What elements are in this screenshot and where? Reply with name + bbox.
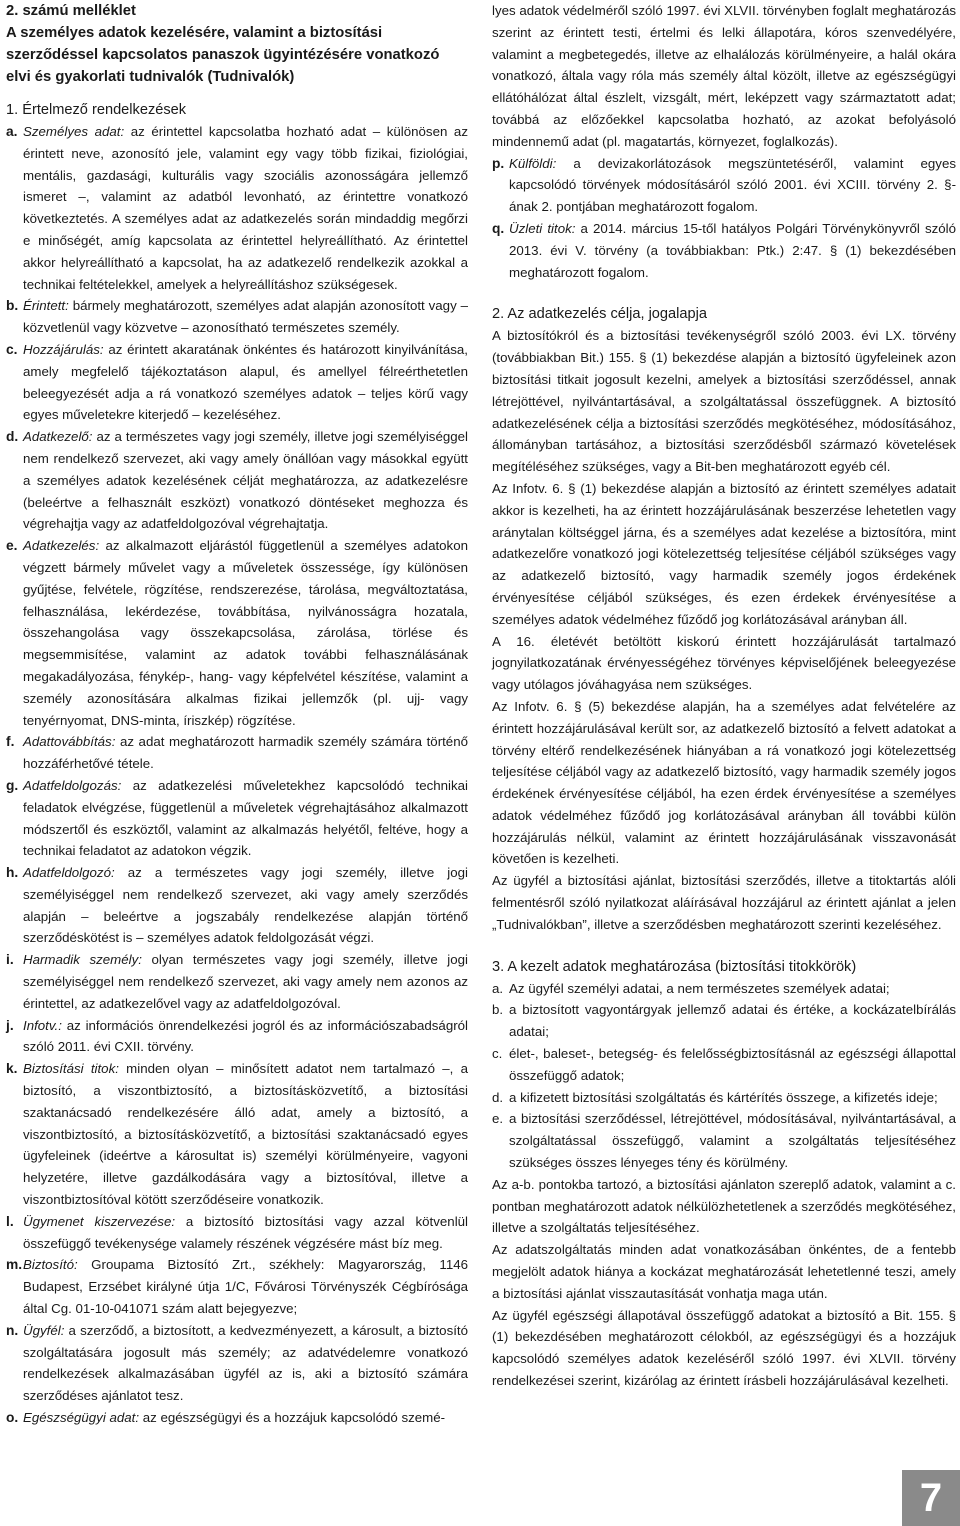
- section3-item: [492, 1043, 956, 1087]
- section3-body: [492, 1174, 956, 1392]
- definition-item: [6, 1254, 468, 1319]
- definition-text: bármely meghatározott, személyes adat alapján azonosított vagy – közvetlenül vagy közvetve – azonosítható természetes személy.: [23, 298, 468, 336]
- definition-label: b.: [6, 298, 19, 314]
- section3-paragraph: Az ügyfél egészségi állapotával összefüggő adatokat a biztosító a Bit. 155. § (1) bekezdésében meghatározott célokból, az egészségügyi és a hozzájuk kapcsolódó személyes adatok kezeléséről szóló 1997. évi XLVII. törvény rendelkezései szerint, kizárólag az érintett írásbeli hozzájárulásával kezelheti.: [492, 1307, 956, 1389]
- definition-o-continuation: [492, 0, 956, 153]
- section3-title: 3. A kezelt adatok meghatározása (biztosítási titokkörök): [492, 958, 857, 975]
- definition-item: [6, 775, 468, 862]
- section2-body: [492, 325, 956, 935]
- definition-item: [6, 121, 468, 295]
- definition-text: minden olyan – minősített adatot nem tartalmazó –, a biztosító, a viszontbiztosító, a biztosításközvetítő, a biztosítási szaktanácsadó rendelkezésére álló adat, amely a biztosító, a viszontbiztosító, a biztosításközvetítő, a biztosítási szaktanácsadó egyes ügyfeleinek (ideértve a károsultat is) személyi körülményeire, vagyoni helyzetére, illetve gazdálkodására vagy a biztosítóval, illetve a viszontbiztosítóval kötött szerződéseire vonatkozik.: [23, 1061, 468, 1208]
- definition-text: az adatkezelési műveletekhez kapcsolódó technikai feladatok elvégzése, függetlenül a műveletek végrehajtásához alkalmazott módszertől és eszköztől, valamint az alkalmazás helyétől, feltéve, hogy a technikai feladatot az adatokon végzik.: [23, 777, 468, 859]
- definition-item: [6, 949, 468, 1014]
- section3-paragraph: Az adatszolgáltatás minden adat vonatkozásában önkéntes, de a fentebb megjelölt adatok hiánya a kockázat meghatározását lehetetlenné teszi, amely a biztosítási ajánlat visszautasítását vonhatja maga után.: [492, 1242, 956, 1301]
- definition-text: az információs önrendelkezési jogról és az információszabadságról szóló 2011. évi CXII. törvény.: [23, 1017, 468, 1055]
- section3-item-label: c.: [492, 1046, 503, 1062]
- definition-item: [6, 1320, 468, 1407]
- definition-label: k.: [6, 1061, 18, 1077]
- definition-label: n.: [6, 1322, 19, 1338]
- section3-item: [492, 978, 956, 1000]
- section2-title: 2. Az adatkezelés célja, jogalapja: [492, 306, 707, 323]
- definition-text: Groupama Biztosító Zrt., székhely: Magyarország, 1146 Budapest, Erzsébet királyné útja 1/C, Fővárosi Törvényszék Cégbírósága által Cg. 01-10-041071 szám alatt bejegyezve;: [23, 1257, 468, 1317]
- definition-label: g.: [6, 777, 19, 793]
- section2-paragraph: Az Infotv. 6. § (1) bekezdése alapján a biztosító az érintett személyes adatait akkor is kezelheti, ha az érintett hozzájárulásának beszerzése lehetetlen vagy aránytalan költséggel járna, és a személyes adat kezelése a biztosítóra, mint adatkezelőre vonatkozó jogi kötelezettség teljesítése céljából szükséges vagy az adatkezelő biztosító, vagy harmadik személy jogos érdekének érvényesítése céljából szükséges, és ezen érdekek érvényesítése a személyes adatok védelméhez fűződő jog korlátozásával arányban áll.: [492, 480, 956, 627]
- definition-label: o.: [6, 1410, 19, 1426]
- definition-label: h.: [6, 865, 19, 881]
- definition-term: Hozzájárulás:: [23, 341, 104, 357]
- definition-text: olyan természetes vagy jogi személy, illetve jogi személyiséggel nem rendelkező szervezet, aki vagy amely nem azonos az érintettel, az adatkezelővel vagy az adatfeldolgozóval.: [23, 952, 468, 1011]
- definition-term: Adatfeldolgozó:: [23, 865, 115, 881]
- definition-term: Személyes adat:: [23, 124, 125, 139]
- definition-term: Ügymenet kiszervezése:: [23, 1213, 176, 1229]
- definition-item: [492, 153, 956, 218]
- page-number-box: [902, 1470, 960, 1526]
- definition-item: [6, 1015, 468, 1059]
- definition-o-continued-text: lyes adatok védelméről szóló 1997. évi XLVII. törvényben foglalt meghatározás szerint az érintett testi, értelmi és lelki állapotára, kóros szenvedélyére, valamint a megbetegedés, illetve az elhalálozás körülményeire, a halál okára vonatkozó, általa vagy róla más személy által közölt, illetve az egészségügyi ellátóhálózat által észlelt, vizsgált, mért, leképzett vagy származtatott adat; továbbá az előzőekkel kapcsolatba hozható, az azokat befolyásoló mindennemű adat (pl. magatartás, környezet, foglalkozás).: [492, 3, 956, 149]
- definition-text: a devizakorlátozások megszüntetéséről, valamint egyes kapcsolódó törvények módosításáról szóló 2001. évi XCIII. törvény 2. §-ának 2. pontjában meghatározott fogalom.: [509, 155, 956, 215]
- definition-text: az a természetes vagy jogi személy, illetve jogi személyiséggel nem rendelkező szervezet, aki vagy amely szerződés alapján – beleértve a jogszabály rendelkezése alapján történő szerződéskötést is – személyes adatok feldolgozását végzi.: [23, 865, 468, 946]
- definition-term: Adatfeldolgozás:: [23, 777, 122, 793]
- section3-item: [492, 1108, 956, 1173]
- definition-text: az adat meghatározott harmadik személy számára történő hozzáférhetővé tétele.: [23, 734, 468, 772]
- section3-item-text: élet-, baleset-, betegség- és felelősségbiztosításnál az egészségi állapottal összefüggő adatok;: [509, 1046, 956, 1083]
- section3-item-text: a biztosított vagyontárgyak jellemző adatai és értéke, a kockázatelbírálás adatai;: [509, 1002, 956, 1040]
- definition-label: p.: [492, 155, 505, 171]
- definition-term: Érintett:: [23, 298, 69, 314]
- section2-paragraph: Az Infotv. 6. § (5) bekezdése alapján, ha a személyes adat felvételére az érintett hozzájárulásával került sor, az adatkezelő biztosító a felvett adatokat a törvény eltérő rendelkezésének hiányában a rá vonatkozó jogi kötelezettség teljesítése céljából vagy az adatkezelő biztosító, vagy harmadik személy jogos érdekének érvényesítése céljából, ha ezen érdek érvényesítése a személyes adatok védelméhez fűződő jog korlátozásával arányban áll további külön hozzájárulás nélkül, valamint az érintett hozzájárulásának visszavonását követően is kezelheti.: [492, 698, 956, 867]
- definition-list-left: [6, 121, 468, 1429]
- section3-item-text: a biztosítási szerződéssel, létrejöttével, módosításával, nyilvántartásával, a szolgáltatással összefüggő, valamint a szolgáltatás teljesítéséhez szükséges összes lényeges tény és körülmény.: [509, 1111, 956, 1171]
- definition-label: f.: [6, 734, 15, 750]
- section3-item-label: e.: [492, 1111, 504, 1127]
- section3-item-label: b.: [492, 1002, 504, 1018]
- definition-term: Infotv.:: [23, 1017, 62, 1033]
- definition-text: az egészségügyi és a hozzájuk kapcsolódó szemé-: [139, 1410, 446, 1426]
- section3-item-label: d.: [492, 1089, 504, 1105]
- section3-list: [492, 978, 956, 1174]
- section2-paragraph: Az ügyfél a biztosítási ajánlat, biztosítási szerződés, illetve a titoktartás alóli felmentésről szóló nyilatkozat aláírásával hozzájárul az érintett ajánlat a jelen „Tudnivalókban”, illetve a szerződésben meghatározott szerinti kezeléséhez.: [492, 873, 956, 932]
- definition-term: Üzleti titok:: [509, 220, 576, 236]
- definition-term: Ügyfél:: [23, 1322, 65, 1338]
- definition-text: az érintett akaratának önkéntes és határozott kinyilvánítása, amely megfelelő tájékoztatáson alapul, és amellyel félreérthetetlen beleegyezését adja a rá vonatkozó személyes adatok – teljes körű vagy egyes műveletekre kiterjedő – kezeléséhez.: [23, 341, 468, 423]
- section3-paragraph: Az a-b. pontokba tartozó, a biztosítási ajánlaton szereplő adatok, valamint a c. pontban meghatározott adatok nélkülözhetetlenek a szerződés megkötéséhez, illetve a szolgáltatás teljesítéséhez.: [492, 1176, 956, 1236]
- definition-item: [6, 339, 468, 426]
- definition-label: c.: [6, 341, 18, 357]
- definition-item: [6, 1407, 468, 1429]
- section3-item-text: Az ügyfél személyi adatai, a nem természetes személyek adatai;: [509, 980, 890, 996]
- definition-label: q.: [492, 220, 505, 236]
- definition-text: az a természetes vagy jogi személy, illetve jogi személyiséggel nem rendelkező szervezet, aki vagy amely önállóan vagy másokkal együtt a személyes adatok kezelésének célját meghatározza, az adatkezelésre (beleértve a felhasznált eszközt) vonatkozó döntéseket meghozza és végrehajtja vagy az adatfeldolgozóval végrehajtatja.: [23, 429, 468, 532]
- page-number: 7: [919, 1475, 943, 1520]
- definition-label: m.: [6, 1257, 23, 1273]
- definition-item: [6, 295, 468, 339]
- definition-text: az érintettel kapcsolatba hozható adat – különösen az érintett neve, azonosító jele, valamint egy vagy több fizikai, fiziológiai, mentális, gazdasági, kulturális vagy szociális azonosságára jellemző ismeret –, valamint az adatból levonható, az érintettre vonatkozó következtetés. A személyes adat az adatkezelés során mindaddig megőrzi e minőségét, amíg kapcsolata az érintettel helyreállítható. Az érintettel akkor helyreállítható a kapcsolat, ha az adatkezelő rendelkezik azokkal a technikai feltételekkel, amelyek a helyreállításhoz szükségesek.: [23, 124, 468, 292]
- section2-paragraph: A biztosítókról és a biztosítási tevékenységről szóló 2003. évi LX. törvény (továbbiakban Bit.) 155. § (1) bekezdése alapján a biztosító ügyfeleinek azon biztosítási titkait jogosult kezelni, amelyek a biztosítási szerződéssel, annak létrejöttével, nyilvántartásával, a szolgáltatással összefüggnek. A biztosító adatkezelésének célja a biztosítási szerződés megkötéséhez, módosításához, állományban tartásához, a biztosítási szerződésből származó követelések megítéléséhez szükséges, vagy a Bit-ben meghatározott egyéb cél.: [492, 328, 956, 475]
- definition-label: e.: [6, 538, 18, 554]
- right-column: [492, 0, 956, 1392]
- definition-label: d.: [6, 429, 19, 445]
- definition-label: j.: [6, 1017, 14, 1033]
- definition-item: [6, 1211, 468, 1255]
- definition-text: az alkalmazott eljárástól függetlenül a személyes adatokon végzett bármely művelet vagy a műveletek összessége, így különösen gyűjtése, felvétele, rögzítése, rendszerezése, tárolása, megváltoztatása, felhasználása, lekérdezése, továbbítása, nyilvánosságra hozatala, összehangolása vagy összekapcsolása, zárolása, törlése és megsemmisítése, valamint az adatok további felhasználásának megakadályozása, fénykép-, hang- vagy képfelvétel készítése, valamint a személy azonosítására alkalmas fizikai jellemzők (pl. ujj- vagy tenyérnyomat, DNS-minta, íriszkép) rögzítése.: [23, 538, 468, 728]
- section2-paragraph: A 16. életévét betöltött kiskorú érintett hozzájárulását tartalmazó jognyilatkozatának érvényességéhez törvényes képviselőjének beleegyezése vagy utólagos jóváhagyása nem szükséges.: [492, 633, 956, 693]
- definition-label: i.: [6, 952, 14, 968]
- section3-item-label: a.: [492, 980, 504, 996]
- definition-term: Adatkezelő:: [23, 429, 93, 445]
- definition-item: [6, 862, 468, 949]
- definition-term: Biztosító:: [23, 1257, 78, 1273]
- section3-item: [492, 1087, 956, 1109]
- section3-item-text: a kifizetett biztosítási szolgáltatás és kártérítés összege, a kifizetés ideje;: [509, 1089, 938, 1105]
- definition-item: [6, 731, 468, 775]
- definition-item: [6, 535, 468, 731]
- annex-label: 2. számú melléklet: [6, 3, 136, 19]
- definition-term: Külföldi:: [509, 155, 557, 171]
- definition-text: a szerződő, a biztosított, a kedvezményezett, a károsult, a biztosító szolgáltatására jogosult más személy; az adatvédelemre vonatkozó rendelkezések alkalmazásában ügyfél az is, aki a biztosító számára szerződéses ajánlatot tesz.: [23, 1322, 468, 1404]
- left-column: [6, 0, 468, 1429]
- definition-term: Adatkezelés:: [23, 538, 100, 554]
- definition-label: a.: [6, 124, 18, 139]
- definition-text: a biztosító biztosítási vagy azzal kötvenlül összefüggő tevékenysége valamely részének végzésére mást bíz meg.: [23, 1213, 468, 1251]
- definition-term: Biztosítási titok:: [23, 1061, 119, 1077]
- definition-item: [492, 218, 956, 283]
- definition-list-right: [492, 153, 956, 284]
- definition-item: [6, 1058, 468, 1211]
- document-title: A személyes adatok kezelésére, valamint a biztosítási szerződéssel kapcsolatos panaszok ügyintézésére vonatkozó elvi és gyakorlati tudnivalók (Tudnivalók): [6, 25, 440, 85]
- definition-term: Adattovábbítás:: [23, 734, 116, 750]
- definition-item: [6, 426, 468, 535]
- definition-term: Egészségügyi adat:: [23, 1410, 140, 1426]
- definition-term: Harmadik személy:: [23, 952, 142, 968]
- section1-title: 1. Értelmező rendelkezések: [6, 102, 187, 118]
- definition-label: l.: [6, 1213, 14, 1229]
- section3-item: [492, 999, 956, 1043]
- definition-text: a 2014. március 15-től hatályos Polgári Törvénykönyvről szóló 2013. évi V. törvény (a továbbiakban: Ptk.) 2:47. § (1) bekezdésében meghatározott fogalom.: [509, 220, 956, 280]
